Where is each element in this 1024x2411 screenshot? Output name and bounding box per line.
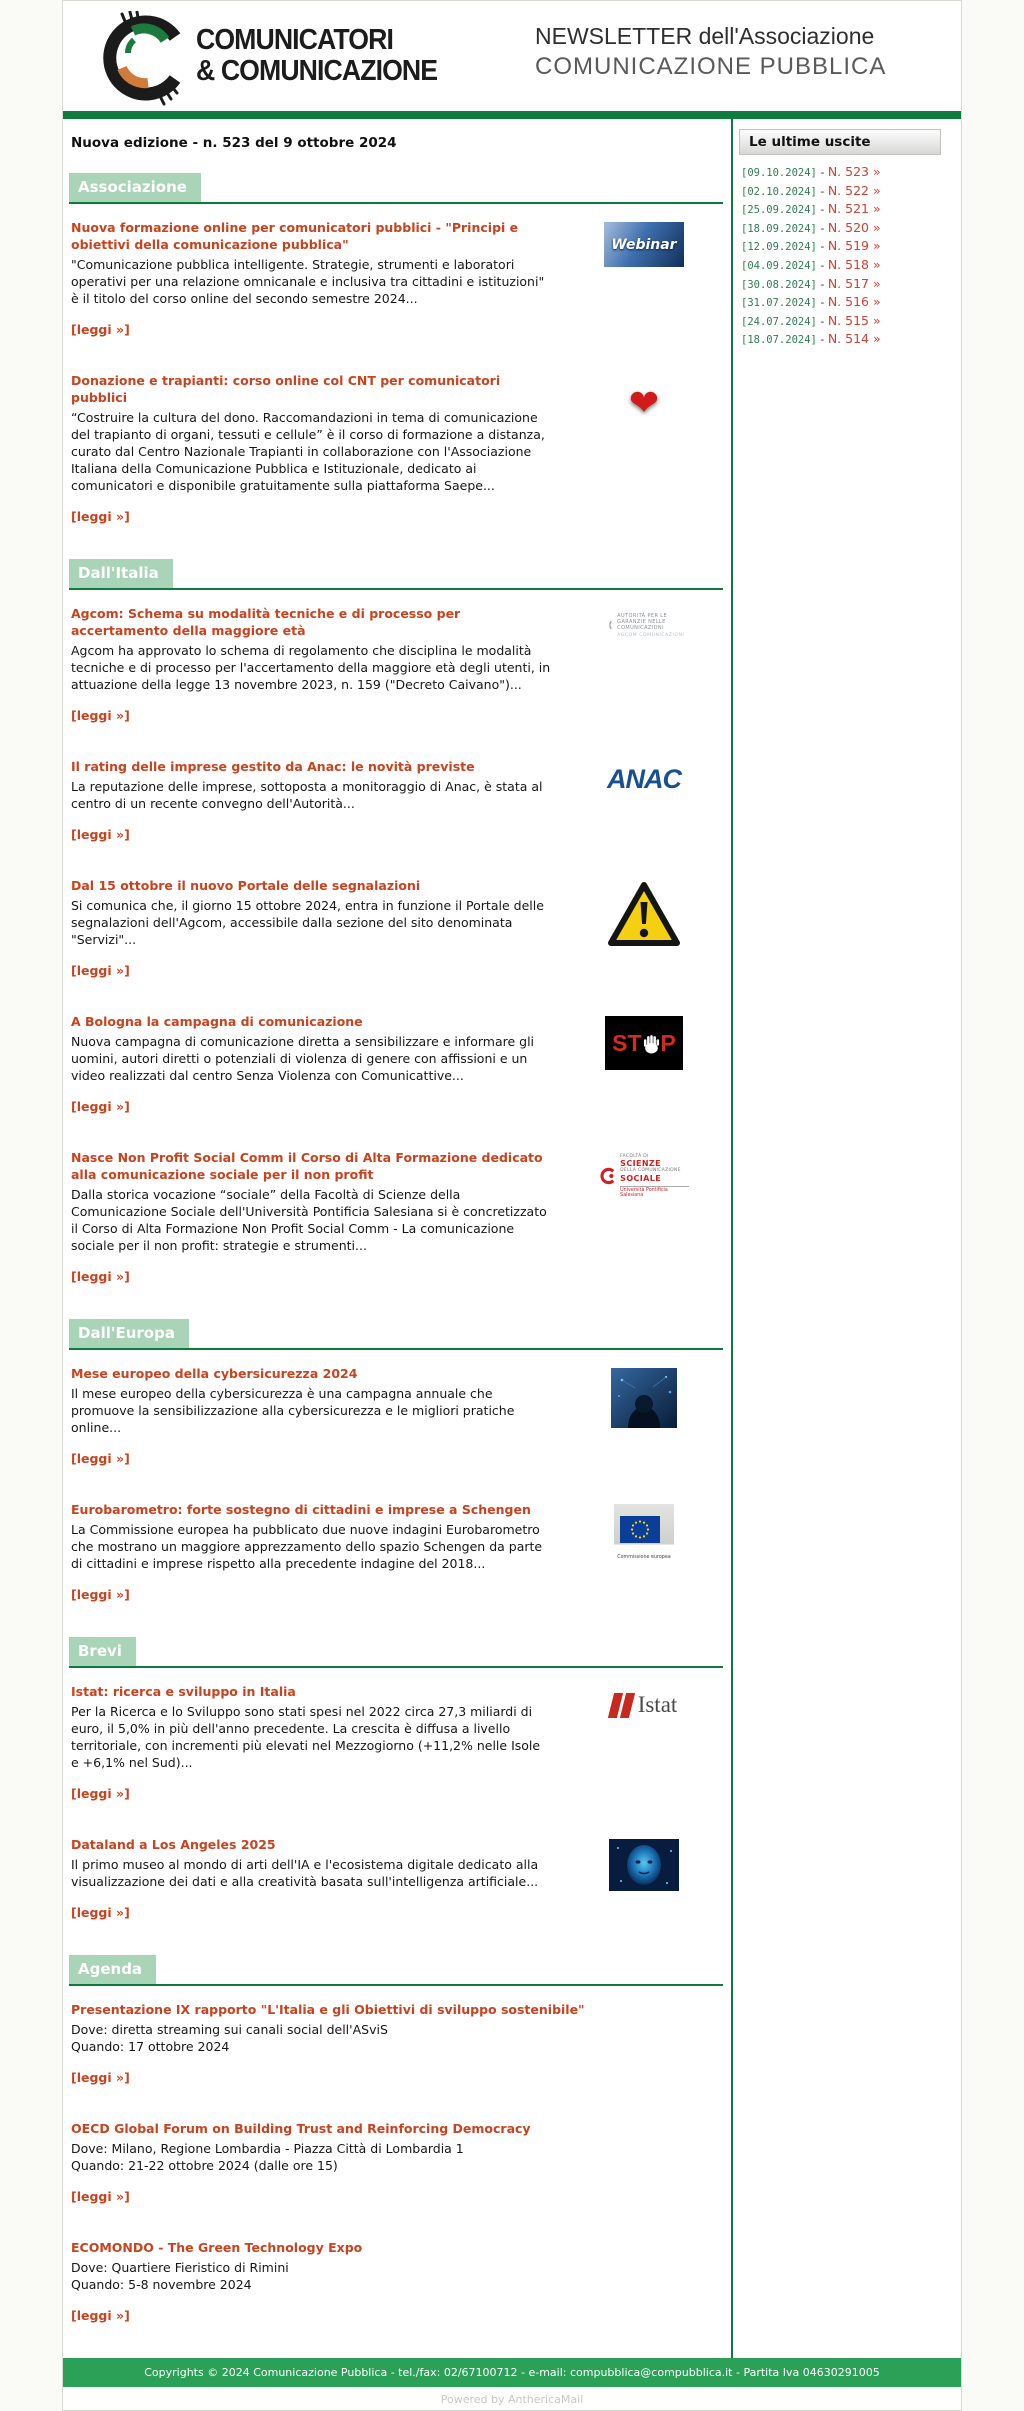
read-more-link[interactable]: [leggi »] xyxy=(71,1905,130,1920)
issue-link[interactable]: N. 520 » xyxy=(827,219,881,235)
agenda-event xyxy=(71,2120,723,2205)
section-header-dalleuropa xyxy=(69,1319,723,1350)
sidebar xyxy=(733,119,961,2358)
agenda-event xyxy=(71,2001,723,2086)
cybersecurity-image[interactable] xyxy=(565,1365,723,1467)
edition-title: Nuova edizione - n. 523 del 9 ottobre 2024 xyxy=(71,135,397,151)
read-more-link[interactable]: [leggi »] xyxy=(71,1587,130,1602)
dash: - xyxy=(816,296,828,310)
event-title[interactable]: ECOMONDO - The Green Technology Expo xyxy=(71,2240,363,2255)
article-title[interactable]: Eurobarometro: forte sostegno di cittadini e imprese a Schengen xyxy=(71,1502,531,1517)
article-body: La Commissione europea ha pubblicato due nuove indagini Eurobarometro che mostrano un maggiore apprezzamento dello spazio Schengen da parte di cittadini e imprese rispetto alla precedente indagine del 2018... xyxy=(71,1522,543,1571)
issue-link[interactable]: N. 517 » xyxy=(827,275,881,291)
read-more-link[interactable]: [leggi »] xyxy=(71,322,130,337)
section-label: Dall'Italia xyxy=(69,559,173,588)
section-header-associazione xyxy=(69,173,723,204)
stop-text-left: ST xyxy=(612,1029,642,1056)
read-more-link[interactable]: [leggi »] xyxy=(71,1269,130,1284)
stop-hand-image[interactable] xyxy=(565,1013,723,1115)
article xyxy=(71,1501,723,1603)
dataland-image[interactable] xyxy=(565,1836,723,1921)
istat-books-icon xyxy=(608,1693,635,1718)
article-title[interactable]: Agcom: Schema su modalità tecniche e di processo per accertamento della maggiore età xyxy=(71,606,461,638)
sidebar-issue-item[interactable] xyxy=(741,330,939,349)
article-title[interactable]: Nasce Non Profit Social Comm il Corso di Alta Formazione dedicato alla comunicazione sociale per il non profit xyxy=(71,1150,543,1182)
issue-date: [30.08.2024] xyxy=(741,278,817,291)
article xyxy=(71,1149,723,1285)
eu-commission-flag-image[interactable] xyxy=(565,1501,723,1603)
heart-icon: ❤ xyxy=(628,383,660,424)
article-body: "Comunicazione pubblica intelligente. Strategie, strumenti e laboratori operativi per una relazione omnicanale e inclusiva tra cittadini e istituzioni" è il titolo del corso online del secondo semestre 2024... xyxy=(71,257,545,306)
article-title[interactable]: Mese europeo della cybersicurezza 2024 xyxy=(71,1366,358,1381)
read-more-link[interactable]: [leggi »] xyxy=(71,827,130,842)
section-header-agenda xyxy=(69,1955,723,1986)
masthead-line2: COMUNICAZIONE PUBBLICA xyxy=(535,53,887,80)
article-body: La reputazione delle imprese, sottoposta a monitoraggio di Anac, è stata al centro di un recente convegno dell'Autorità... xyxy=(71,779,543,811)
section-label: Dall'Europa xyxy=(69,1319,189,1348)
ups-logo-line: DELLA COMUNICAZIONE xyxy=(620,1168,681,1174)
logo-wordmark-line1: COMUNICATORI xyxy=(196,24,393,56)
read-more-link[interactable]: [leggi »] xyxy=(71,2189,130,2204)
webinar-image-text: Webinar xyxy=(611,236,677,253)
dash: - xyxy=(816,240,828,254)
dash: - xyxy=(816,333,828,347)
ups-logo-line: SCIENZE xyxy=(620,1159,661,1169)
hooded-figure-icon xyxy=(611,1368,677,1428)
heart-in-hands-image[interactable] xyxy=(565,372,723,525)
footer-copyright: Copyrights © 2024 Comunicazione Pubblica - tel./fax: 02/67100712 - e-mail: compubblica@compubblica.it - Partita Iva 04630291005 xyxy=(63,2358,961,2387)
section-label: Agenda xyxy=(69,1955,156,1984)
istat-logo-text: Istat xyxy=(637,1692,678,1717)
event-where: Dove: Milano, Regione Lombardia - Piazza Città di Lombardia 1 xyxy=(71,2141,464,2156)
article xyxy=(71,1013,723,1115)
warning-triangle-image[interactable] xyxy=(565,877,723,979)
article-body: Nuova campagna di comunicazione diretta a sensibilizzare e informare gli uomini, autori diretti o potenziali di violenza di genere con affissioni e un video realizzati dal centro Senza Violenza con Comunicattive... xyxy=(71,1034,535,1083)
istat-logo[interactable] xyxy=(565,1683,723,1802)
article xyxy=(71,1365,723,1467)
read-more-link[interactable]: [leggi »] xyxy=(71,1099,130,1114)
issue-date: [31.07.2024] xyxy=(741,297,817,310)
event-when: Quando: 5-8 novembre 2024 xyxy=(71,2277,252,2292)
article-title[interactable]: Istat: ricerca e sviluppo in Italia xyxy=(71,1684,296,1699)
anac-logo-text: ANAC xyxy=(607,763,681,794)
issue-link[interactable]: N. 521 » xyxy=(827,201,881,217)
article-body: “Costruire la cultura del dono. Raccomandazioni in tema di comunicazione del trapianto di organi, tessuti e cellule” è il corso di formazione a distanza, curato dal Centro Nazionale Trapianti in collaborazione con l'Associazione Italiana della Comunicazione Pubblica e Istituzionale, dedicato ai comunicatori e disponibile gratuitamente sulla piattaforma Saepe... xyxy=(71,410,545,493)
sidebar-issue-item[interactable] xyxy=(741,219,939,238)
hand-icon xyxy=(643,1033,660,1054)
sidebar-issue-item[interactable] xyxy=(741,293,939,312)
newsletter-header xyxy=(63,1,961,111)
event-title[interactable]: Presentazione IX rapporto "L'Italia e gli Obiettivi di sviluppo sostenibile" xyxy=(71,2002,585,2017)
ups-logo-university-line: Università Pontificia Salesiana xyxy=(620,1186,689,1199)
ups-logo-line: SOCIALE xyxy=(620,1173,662,1183)
article xyxy=(71,877,723,979)
sidebar-issue-list xyxy=(739,155,941,349)
read-more-link[interactable]: [leggi »] xyxy=(71,509,130,524)
issue-date: [18.09.2024] xyxy=(741,222,817,235)
article xyxy=(71,1683,723,1802)
article-body: Il primo museo al mondo di arti dell'IA e l'ecosistema digitale dedicato alla visualizzazione dei dati e alla creatività basata sull'intelligenza artificiale... xyxy=(71,1857,539,1889)
dash: - xyxy=(816,221,828,235)
section-header-dallitalia xyxy=(69,559,723,590)
masthead-line1: NEWSLETTER dell'Associazione xyxy=(535,23,875,49)
read-more-link[interactable]: [leggi »] xyxy=(71,963,130,978)
read-more-link[interactable]: [leggi »] xyxy=(71,1786,130,1801)
article-body: Si comunica che, il giorno 15 ottobre 2024, entra in funzione il Portale delle segnalazioni dell'Agcom, accessibile dalla sezione del sito denominata "Servizi"... xyxy=(71,898,544,947)
top-green-bar xyxy=(63,111,961,119)
issue-link[interactable]: N. 515 » xyxy=(827,312,881,328)
eu-flag-icon xyxy=(620,1516,660,1543)
read-more-link[interactable]: [leggi »] xyxy=(71,2308,130,2323)
event-when: Quando: 21-22 ottobre 2024 (dalle ore 15) xyxy=(71,2158,338,2173)
article-body: Agcom ha approvato lo schema di regolamento che disciplina le modalità tecniche e di processo per l'accertamento della maggiore età degli utenti, in attuazione della legge 13 novembre 2023, n. 159 ("Decreto Caivano")... xyxy=(71,643,551,692)
article-title[interactable]: Dal 15 ottobre il nuovo Portale delle segnalazioni xyxy=(71,878,421,893)
warning-triangle-icon xyxy=(606,880,682,950)
dash: - xyxy=(816,166,828,179)
issue-link[interactable]: N. 522 » xyxy=(827,182,881,198)
issue-date: [04.09.2024] xyxy=(741,259,817,272)
agenda-event xyxy=(71,2239,723,2324)
event-title[interactable]: OECD Global Forum on Building Trust and Reinforcing Democracy xyxy=(71,2121,531,2136)
article-body: Per la Ricerca e lo Sviluppo sono stati spesi nel 2022 circa 27,3 miliardi di euro, il 5,0% in più dell'anno precedente. La crescita è diffusa a livello territoriale, con incrementi più elevati nel Mezzogiorno (+11,2% nelle Isole e +6,1% nel Sud)... xyxy=(71,1704,541,1770)
sidebar-issue-item[interactable] xyxy=(741,256,939,275)
agcom-logo[interactable] xyxy=(565,605,723,724)
article-title[interactable]: Donazione e trapianti: corso online col CNT per comunicatori pubblici xyxy=(71,373,501,405)
article xyxy=(71,605,723,724)
masthead xyxy=(535,23,886,81)
event-when: Quando: 17 ottobre 2024 xyxy=(71,2039,230,2054)
dash: - xyxy=(816,258,828,272)
issue-link[interactable]: N. 516 » xyxy=(827,294,881,310)
read-more-link[interactable]: [leggi »] xyxy=(71,1451,130,1466)
section-label: Brevi xyxy=(69,1637,136,1666)
issue-date: [18.07.2024] xyxy=(741,334,817,347)
sidebar-issue-item[interactable] xyxy=(741,163,939,182)
issue-date: [12.09.2024] xyxy=(741,241,817,254)
issue-link[interactable]: N. 519 » xyxy=(827,238,881,254)
article-title[interactable]: A Bologna la campagna di comunicazione xyxy=(71,1014,363,1029)
dash: - xyxy=(816,314,828,328)
stop-text-right: P xyxy=(660,1029,676,1056)
issue-date: [25.09.2024] xyxy=(741,204,817,217)
issue-link[interactable]: N. 523 » xyxy=(827,164,881,179)
article xyxy=(71,758,723,843)
dash: - xyxy=(816,203,828,217)
powered-by: Powered by AnthericaMail xyxy=(63,2387,961,2410)
ups-logo-line: FACOLTÀ DI xyxy=(620,1153,649,1159)
dash: - xyxy=(816,277,828,291)
issue-date: [09.10.2024] xyxy=(741,167,817,179)
article xyxy=(71,1836,723,1921)
event-where: Dove: Quartiere Fieristico di Rimini xyxy=(71,2260,289,2275)
anac-logo[interactable] xyxy=(565,758,723,843)
issue-date: [24.07.2024] xyxy=(741,315,817,328)
sidebar-issue-item[interactable] xyxy=(741,182,939,201)
agcom-logo-text: AUTORITÀ PER LE GARANZIE NELLE COMUNICAZIONI xyxy=(617,612,668,631)
association-logo-icon xyxy=(103,11,185,111)
issue-link[interactable]: N. 514 » xyxy=(827,331,881,347)
sidebar-title: Le ultime uscite xyxy=(739,129,941,155)
digital-face-icon xyxy=(609,1839,679,1891)
issue-link[interactable]: N. 518 » xyxy=(827,256,881,272)
dash: - xyxy=(816,184,828,198)
agcom-arcs-icon xyxy=(601,612,613,638)
logo-wordmark-line2: & COMUNICAZIONE xyxy=(196,55,438,87)
section-label: Associazione xyxy=(69,173,201,202)
article xyxy=(71,219,723,338)
newsletter-container xyxy=(62,0,962,2411)
logo-wordmark xyxy=(196,25,437,87)
main-column xyxy=(63,119,733,2358)
article xyxy=(71,372,723,525)
eu-commission-label: Commissione europea xyxy=(617,1555,671,1560)
read-more-link[interactable]: [leggi »] xyxy=(71,708,130,723)
article-body: Dalla storica vocazione “sociale” della Facoltà di Scienze della Comunicazione Sociale dell'Università Pontificia Salesiana si è concretizzato il Corso di Alta Formazione Non Profit Social Comm - La comunicazione sociale per il non profit: strategie e strumenti... xyxy=(71,1187,547,1253)
sidebar-issue-item[interactable] xyxy=(741,237,939,256)
sidebar-issue-item[interactable] xyxy=(741,312,939,331)
article-title[interactable]: Dataland a Los Angeles 2025 xyxy=(71,1837,276,1852)
issue-date: [02.10.2024] xyxy=(741,185,817,198)
event-where: Dove: diretta streaming sui canali social dell'ASviS xyxy=(71,2022,388,2037)
webinar-image[interactable] xyxy=(565,219,723,338)
ups-faculty-logo[interactable] xyxy=(565,1149,723,1285)
article-body: Il mese europeo della cybersicurezza è una campagna annuale che promuove la sensibilizzazione alla cybersicurezza e le migliori pratiche online... xyxy=(71,1386,515,1435)
article-title[interactable]: Il rating delle imprese gestito da Anac: le novità previste xyxy=(71,759,475,774)
sidebar-issue-item[interactable] xyxy=(741,275,939,294)
article-title[interactable]: Nuova formazione online per comunicatori pubblici - "Principi e obiettivi della comunicazione pubblica" xyxy=(71,220,519,252)
section-header-brevi xyxy=(69,1637,723,1668)
sidebar-issue-item[interactable] xyxy=(741,200,939,219)
read-more-link[interactable]: [leggi »] xyxy=(71,2070,130,2085)
ups-swirl-icon xyxy=(599,1167,616,1185)
agcom-logo-subtext: AGCOM COMUNICAZIONI xyxy=(617,632,685,638)
